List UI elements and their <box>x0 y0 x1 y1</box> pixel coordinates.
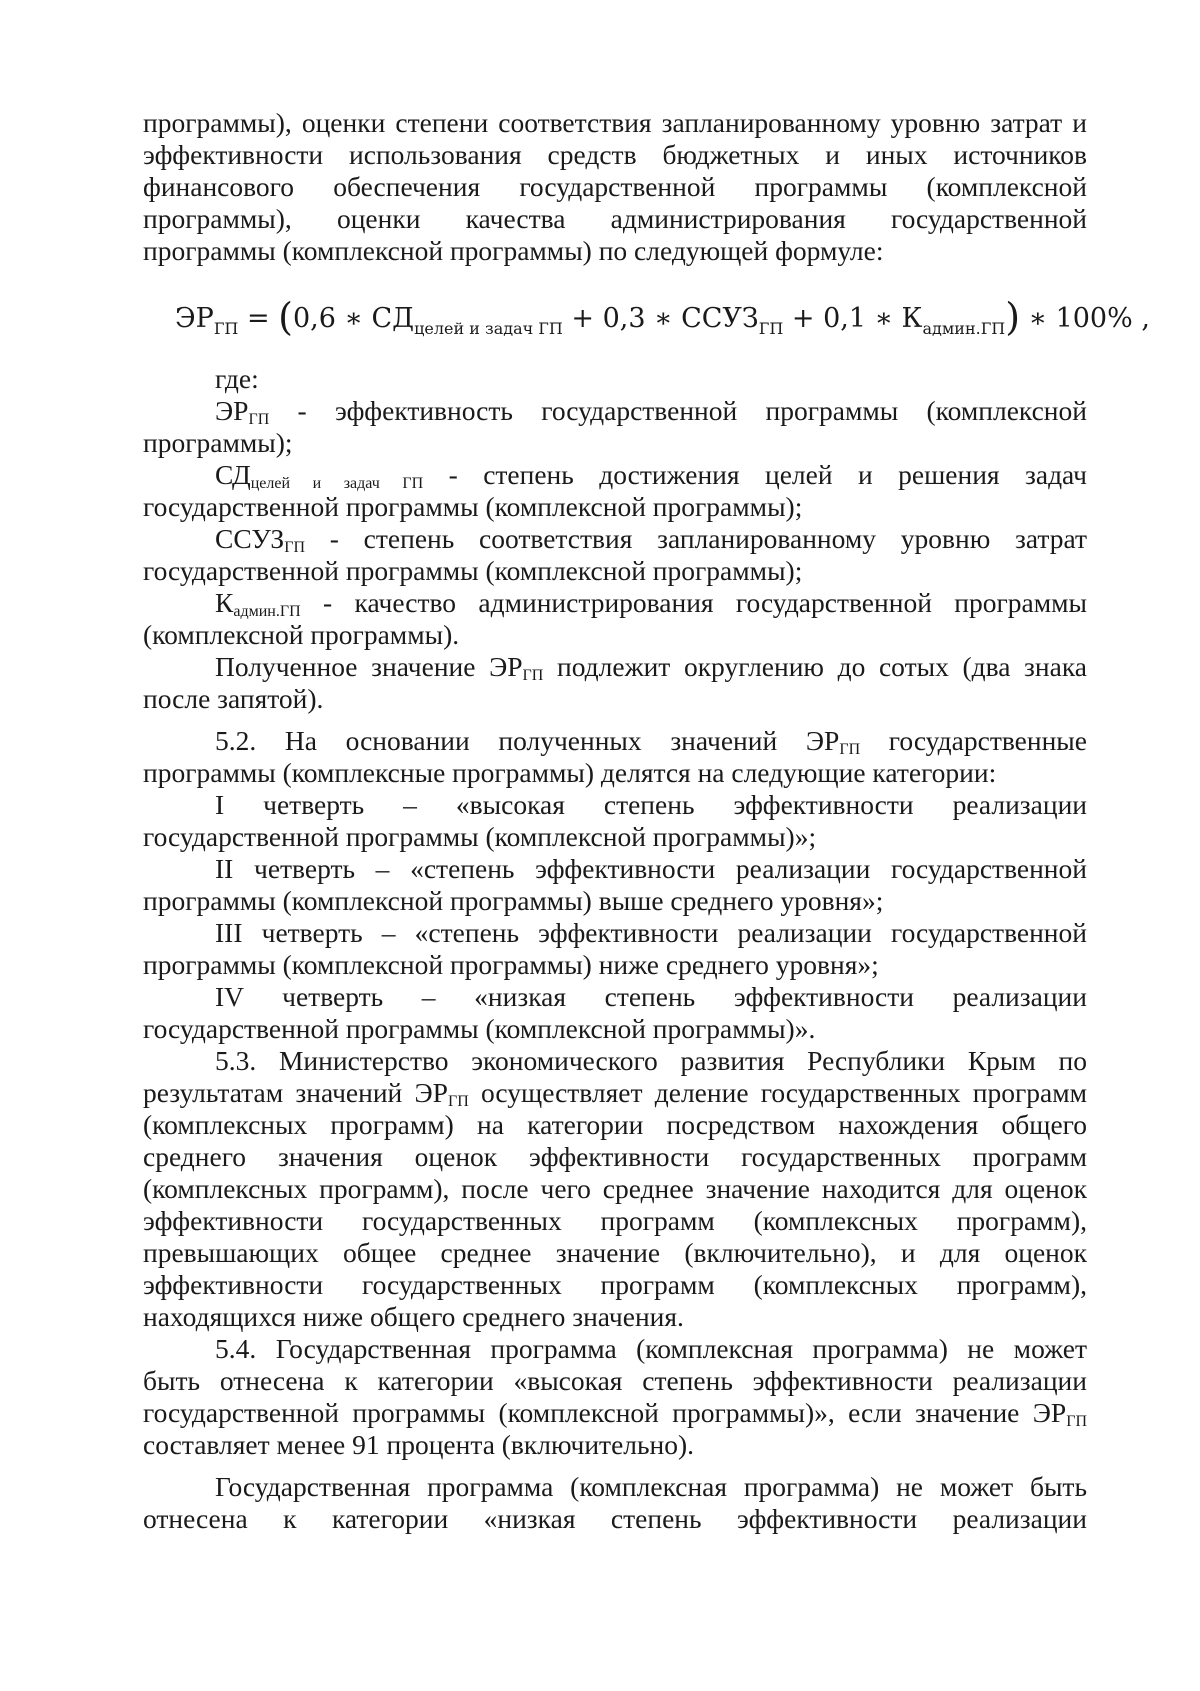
intro-line: программы), оценки качества администрирования государственной <box>143 203 1087 234</box>
definition-ssuz: $ССУЗ_{ГП}$ - степень соответствия запланированному уровню затрат <box>215 523 1087 556</box>
paragraph-5-4-line: составляет менее 91 процента (включительно). <box>143 1429 695 1460</box>
intro-line: эффективности использования средств бюджетных и иных источников <box>143 139 1087 170</box>
paragraph-5-3-line: среднего значения оценок эффективности государственных программ <box>143 1141 1087 1172</box>
document-body <box>143 107 1150 1535</box>
definition-er: $ЭР_{ГП}$ - эффективность государственной программы (комплексной <box>215 395 1087 428</box>
definition-er-cont: программы); <box>143 427 293 458</box>
definition-sd: $СД_{целей и задач ГП}$ - степень достижения целей и решения задач <box>215 459 1087 492</box>
intro-line: программы (комплексной программы) по следующей формуле: <box>143 235 884 266</box>
category-q3-cont: программы (комплексной программы) ниже среднего уровня»; <box>143 949 879 980</box>
closing-paragraph: Государственная программа (комплексная программа) не может быть <box>215 1471 1087 1502</box>
paragraph-5-2: 5.2. На основании полученных значений $ЭР_{ГП}$ государственные <box>215 725 1087 758</box>
paragraph-5-3-line: превышающих общее среднее значение (включительно), и для оценок <box>143 1237 1087 1268</box>
paragraph-5-3-line: (комплексных программ) на категории посредством нахождения общего <box>143 1109 1087 1140</box>
paragraph-5-3-line: эффективности государственных программ (комплексных программ), <box>143 1269 1087 1300</box>
paragraph-5-4: 5.4. Государственная программа (комплексная программа) не может <box>215 1333 1087 1364</box>
paragraph-5-3-line: результатам значений $ЭР_{ГП}$ осуществляет деление государственных программ <box>143 1077 1087 1110</box>
paragraph-5-4-line: быть отнесена к категории «высокая степень эффективности реализации <box>143 1365 1087 1396</box>
category-q1-cont: государственной программы (комплексной программы)»; <box>143 821 817 852</box>
definition-ssuz-cont: государственной программы (комплексной программы); <box>143 555 803 586</box>
paragraph-5-3-line: эффективности государственных программ (комплексных программ), <box>143 1205 1087 1236</box>
intro-line: программы), оценки степени соответствия запланированному уровню затрат и <box>143 107 1087 138</box>
category-q3: III четверть – «степень эффективности реализации государственной <box>215 917 1087 948</box>
efficiency-formula: $ЭР_{ГП} = (0,6$ ∗ $СД_{целей и задач ГП} + 0,3$ ∗ $ССУЗ_{ГП} + 0,1$ ∗ $К_{админ.ГП}$) ∗ 100% , <box>175 295 1150 339</box>
category-q4: IV четверть – «низкая степень эффективности реализации <box>215 981 1087 1012</box>
paragraph-5-3-line: (комплексных программ), после чего среднее значение находится для оценок <box>143 1173 1087 1204</box>
rounding-rule: Полученное значение $ЭР_{ГП}$ подлежит округлению до сотых (два знака <box>215 651 1087 684</box>
closing-paragraph-line: отнесена к категории «низкая степень эффективности реализации <box>143 1503 1087 1534</box>
paragraph-5-3: 5.3. Министерство экономического развития Республики Крым по <box>215 1045 1087 1076</box>
definition-k: $К_{админ.ГП}$ - качество администрирования государственной программы <box>215 587 1087 620</box>
where-label: где: <box>215 363 259 394</box>
rounding-rule-cont: после запятой). <box>143 683 324 714</box>
category-q4-cont: государственной программы (комплексной программы)». <box>143 1013 816 1044</box>
paragraph-5-2-cont: программы (комплексные программы) делятся на следующие категории: <box>143 757 997 788</box>
paragraph-5-3-line: находящихся ниже общего среднего значения. <box>143 1301 684 1332</box>
definition-sd-cont: государственной программы (комплексной программы); <box>143 491 803 522</box>
category-q2-cont: программы (комплексной программы) выше среднего уровня»; <box>143 885 884 916</box>
category-q1: I четверть – «высокая степень эффективности реализации <box>215 789 1087 820</box>
paragraph-5-4-line: государственной программы (комплексной программы)», если значение $ЭР_{ГП}$ <box>143 1397 1087 1430</box>
definition-k-cont: (комплексной программы). <box>143 619 460 650</box>
category-q2: II четверть – «степень эффективности реализации государственной <box>215 853 1087 884</box>
intro-line: финансового обеспечения государственной программы (комплексной <box>143 171 1087 202</box>
